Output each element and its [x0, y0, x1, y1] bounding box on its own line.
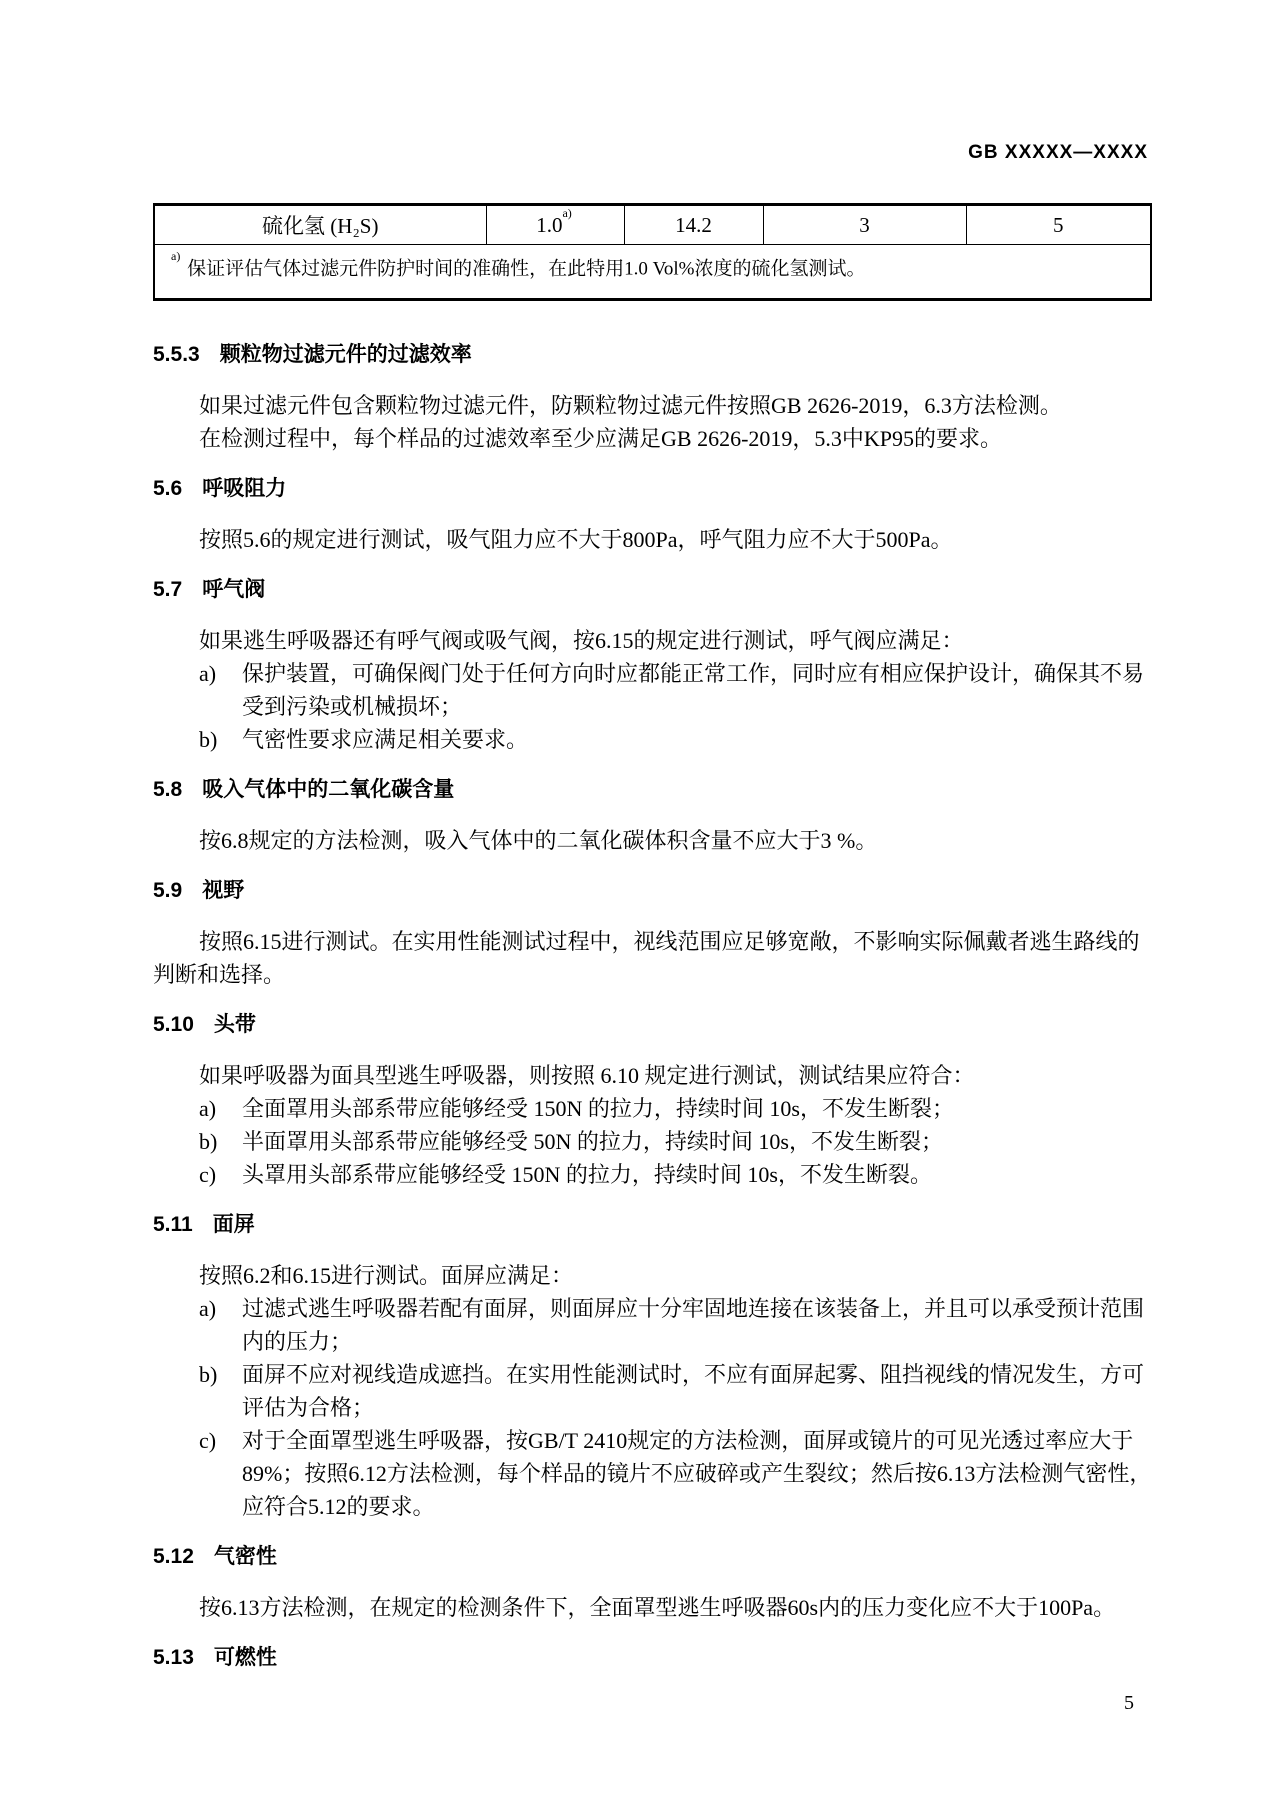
list-item-line: 气密性要求应满足相关要求。 — [242, 727, 529, 752]
section-heading-5-7 — [153, 573, 1165, 606]
list-item-marker: c) — [199, 1162, 217, 1187]
list-item-c — [153, 1158, 1165, 1191]
section-title: 颗粒物过滤元件的过滤效率 — [219, 343, 472, 366]
cell-value-4: 5 — [966, 205, 1151, 245]
list-item-marker: a) — [199, 661, 217, 686]
section-title: 视野 — [202, 879, 245, 902]
list-item-line: 过滤式逃生呼吸器若配有面屏，则面屏应十分牢固地连接在该装备上，并且可以承受预计范围 — [242, 1296, 1145, 1321]
section-heading-5-13 — [153, 1641, 1165, 1674]
section-title: 可燃性 — [213, 1646, 277, 1669]
page-number: 5 — [1124, 1692, 1134, 1714]
list-item-marker: a) — [199, 1296, 217, 1321]
footnote-text: 保证评估气体过滤元件防护时间的准确性，在此特用1.0 Vol%浓度的硫化氢测试。 — [187, 258, 866, 280]
footnote-ref: a) — [562, 205, 572, 220]
section-heading-5-6 — [153, 472, 1165, 505]
paragraph-line: 判断和选择。 — [153, 962, 286, 987]
table-row — [154, 205, 1151, 245]
list-item-line: 保护装置，可确保阀门处于任何方向时应都能正常工作，同时应有相应保护设计，确保其不易 — [242, 661, 1145, 686]
section-number: 5.11 — [153, 1213, 193, 1236]
section-number: 5.9 — [153, 879, 183, 902]
standard-number-header: GB XXXXX—XXXX — [968, 142, 1148, 163]
list-item-marker: b) — [199, 1129, 218, 1154]
paragraph-line: 按6.13方法检测，在规定的检测条件下，全面罩型逃生呼吸器60s内的压力变化应不大于100Pa。 — [199, 1595, 1116, 1620]
document-body — [153, 288, 1165, 1692]
section-number: 5.10 — [153, 1013, 194, 1036]
section-heading-5-10 — [153, 1008, 1165, 1041]
list-item-a — [153, 1092, 1165, 1125]
paragraph-line: 如果呼吸器为面具型逃生呼吸器，则按照 6.10 规定进行测试，测试结果应符合： — [199, 1063, 975, 1088]
cell-value-2: 14.2 — [624, 205, 763, 245]
cell-concentration-value: 1.0 — [536, 212, 563, 237]
cell-substance: 硫化氢 (H₂S) — [154, 205, 486, 245]
list-item-line: 半面罩用头部系带应能够经受 50N 的拉力，持续时间 10s，不发生断裂； — [242, 1129, 943, 1154]
list-item-line: 受到污染或机械损坏； — [242, 694, 463, 719]
section-number: 5.5.3 — [153, 343, 200, 366]
section-heading-5-12 — [153, 1540, 1165, 1573]
section-title: 吸入气体中的二氧化碳含量 — [202, 778, 455, 801]
footnote-marker: a) — [171, 249, 181, 263]
list-item-a — [153, 1292, 1165, 1358]
section-title: 气密性 — [213, 1545, 277, 1568]
list-item-line: 头罩用头部系带应能够经受 150N 的拉力，持续时间 10s，不发生断裂。 — [242, 1162, 932, 1187]
section-title: 呼吸阻力 — [202, 477, 287, 500]
paragraph-line: 在检测过程中，每个样品的过滤效率至少应满足GB 2626-2019，5.3中KP95的要求。 — [199, 426, 1003, 451]
section-heading-5-5-3 — [153, 338, 1165, 371]
cell-value-3: 3 — [763, 205, 966, 245]
list-item-c — [153, 1424, 1165, 1523]
list-item-b — [153, 1358, 1165, 1424]
section-number: 5.12 — [153, 1545, 194, 1568]
list-item-line: 全面罩用头部系带应能够经受 150N 的拉力，持续时间 10s，不发生断裂； — [242, 1096, 954, 1121]
section-title: 头带 — [213, 1013, 256, 1036]
list-item-line: 对于全面罩型逃生呼吸器，按GB/T 2410规定的方法检测，面屏或镜片的可见光透过率应大于 — [242, 1428, 1134, 1453]
section-heading-5-8 — [153, 773, 1165, 806]
section-title: 面屏 — [212, 1213, 255, 1236]
list-item-line: 内的压力； — [242, 1329, 353, 1354]
paragraph-line: 如果过滤元件包含颗粒物过滤元件，防颗粒物过滤元件按照GB 2626-2019，6.3方法检测。 — [199, 393, 1062, 418]
section-number: 5.6 — [153, 477, 183, 500]
section-number: 5.7 — [153, 578, 183, 601]
paragraph-line: 如果逃生呼吸器还有呼气阀或吸气阀，按6.15的规定进行测试，呼气阀应满足： — [199, 628, 964, 653]
list-item-b — [153, 1125, 1165, 1158]
section-heading-5-9 — [153, 874, 1165, 907]
list-item-line: 应符合5.12的要求。 — [242, 1494, 435, 1519]
list-item-b — [153, 723, 1165, 756]
list-item-line: 面屏不应对视线造成遮挡。在实用性能测试时，不应有面屏起雾、阻挡视线的情况发生，方可 — [242, 1362, 1145, 1387]
list-item-line: 评估为合格； — [242, 1395, 375, 1420]
section-number: 5.13 — [153, 1646, 194, 1669]
section-number: 5.8 — [153, 778, 183, 801]
paragraph-line: 按6.8规定的方法检测，吸入气体中的二氧化碳体积含量不应大于3 %。 — [199, 828, 878, 853]
paragraph-line: 按照6.15进行测试。在实用性能测试过程中，视线范围应足够宽敞，不影响实际佩戴者逃生路线的 — [199, 929, 1140, 954]
list-item-marker: a) — [199, 1096, 217, 1121]
cell-concentration — [486, 205, 624, 245]
list-item-line: 89%；按照6.12方法检测，每个样品的镜片不应破碎或产生裂纹；然后按6.13方法检测气密性， — [242, 1461, 1152, 1486]
gas-test-table — [153, 203, 1152, 301]
list-item-a — [153, 657, 1165, 723]
list-item-marker: c) — [199, 1428, 217, 1453]
list-item-marker: b) — [199, 727, 218, 752]
section-heading-5-11 — [153, 1208, 1165, 1241]
paragraph-line: 按照6.2和6.15进行测试。面屏应满足： — [199, 1263, 574, 1288]
list-item-marker: b) — [199, 1362, 218, 1387]
section-title: 呼气阀 — [202, 578, 266, 601]
paragraph-line: 按照5.6的规定进行测试，吸气阻力应不大于800Pa，呼气阻力应不大于500Pa。 — [199, 527, 953, 552]
